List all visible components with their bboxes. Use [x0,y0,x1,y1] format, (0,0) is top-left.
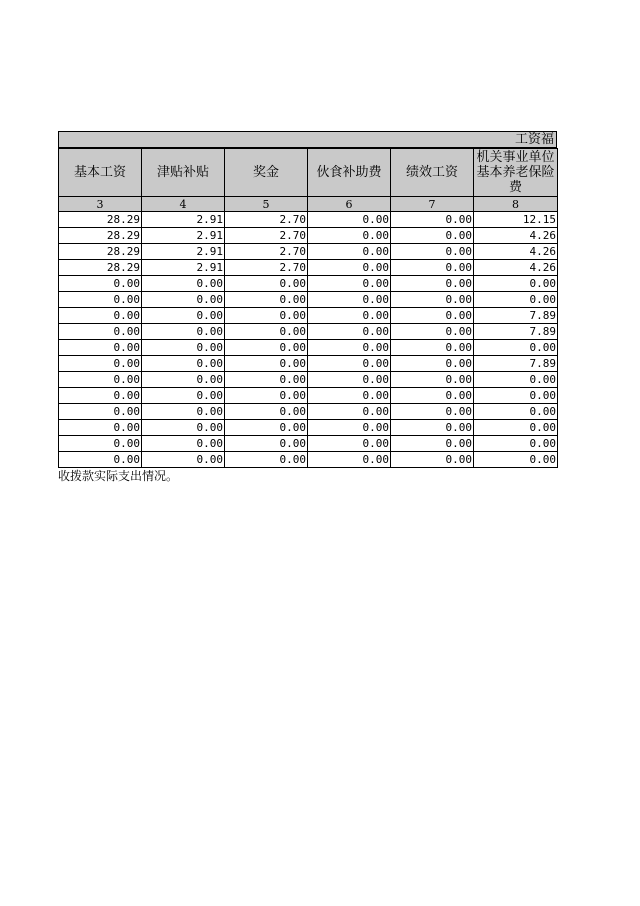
table-cell: 0.00 [308,244,391,260]
column-index: 4 [142,197,225,212]
table-row [59,436,558,452]
table-cell: 2.70 [225,228,308,244]
salary-table-section [58,131,557,468]
table-row [59,388,558,404]
table-cell: 0.00 [142,308,225,324]
column-header-allowance: 津贴补贴 [142,149,225,197]
table-cell: 4.26 [474,260,558,276]
table-cell: 2.91 [142,260,225,276]
table-cell: 0.00 [474,340,558,356]
table-cell: 0.00 [59,420,142,436]
table-cell: 0.00 [391,324,474,340]
table-cell: 0.00 [59,452,142,468]
table-cell: 0.00 [142,388,225,404]
column-header-basic-salary: 基本工资 [59,149,142,197]
table-cell: 0.00 [59,404,142,420]
table-row [59,452,558,468]
table-cell: 0.00 [474,436,558,452]
table-cell: 2.91 [142,228,225,244]
table-cell: 0.00 [142,420,225,436]
table-cell: 0.00 [308,452,391,468]
table-cell: 28.29 [59,260,142,276]
table-cell: 2.70 [225,260,308,276]
table-cell: 0.00 [391,244,474,260]
table-cell: 0.00 [142,404,225,420]
table-cell: 0.00 [474,292,558,308]
table-cell: 0.00 [59,340,142,356]
table-cell: 0.00 [142,340,225,356]
column-index: 5 [225,197,308,212]
table-cell: 0.00 [308,212,391,228]
table-cell: 0.00 [59,324,142,340]
table-cell: 0.00 [391,356,474,372]
table-cell: 0.00 [308,308,391,324]
column-index: 6 [308,197,391,212]
table-cell: 0.00 [391,260,474,276]
table-cell: 0.00 [308,276,391,292]
table-cell: 0.00 [391,308,474,324]
table-cell: 28.29 [59,228,142,244]
table-cell: 0.00 [142,452,225,468]
table-cell: 4.26 [474,244,558,260]
table-cell: 0.00 [474,420,558,436]
column-header-performance-pay: 绩效工资 [391,149,474,197]
table-cell: 0.00 [391,292,474,308]
salary-table [58,148,558,468]
table-cell: 7.89 [474,308,558,324]
table-cell: 0.00 [474,388,558,404]
table-cell: 0.00 [308,420,391,436]
column-header-pension-insurance: 机关事业单位基本养老保险费 [474,149,558,197]
table-cell: 0.00 [225,452,308,468]
table-cell: 0.00 [474,404,558,420]
table-cell: 0.00 [225,372,308,388]
table-row [59,212,558,228]
table-cell: 0.00 [391,372,474,388]
table-cell: 0.00 [308,324,391,340]
table-cell: 0.00 [225,436,308,452]
table-cell: 0.00 [142,292,225,308]
table-cell: 0.00 [474,372,558,388]
table-cell: 0.00 [308,228,391,244]
table-cell: 2.70 [225,244,308,260]
table-cell: 4.26 [474,228,558,244]
column-index: 3 [59,197,142,212]
table-cell: 28.29 [59,212,142,228]
table-cell: 0.00 [391,228,474,244]
table-cell: 0.00 [308,292,391,308]
table-row [59,276,558,292]
table-cell: 0.00 [225,388,308,404]
table-cell: 0.00 [142,372,225,388]
table-cell: 0.00 [391,420,474,436]
table-cell: 0.00 [59,308,142,324]
section-banner: 工资福 [58,131,557,148]
table-cell: 0.00 [391,404,474,420]
table-cell: 0.00 [308,388,391,404]
table-row [59,308,558,324]
table-cell: 0.00 [225,324,308,340]
table-cell: 0.00 [225,420,308,436]
table-cell: 0.00 [59,276,142,292]
table-cell: 7.89 [474,356,558,372]
table-cell: 2.70 [225,212,308,228]
table-cell: 0.00 [474,276,558,292]
table-cell: 0.00 [308,340,391,356]
table-cell: 0.00 [391,340,474,356]
table-cell: 0.00 [59,388,142,404]
table-body [59,212,558,468]
table-cell: 0.00 [391,212,474,228]
table-cell: 0.00 [225,340,308,356]
table-cell: 12.15 [474,212,558,228]
table-row [59,372,558,388]
table-cell: 0.00 [225,276,308,292]
table-row [59,244,558,260]
index-row [59,197,558,212]
table-cell: 0.00 [59,292,142,308]
table-cell: 7.89 [474,324,558,340]
table-cell: 0.00 [59,356,142,372]
table-row [59,420,558,436]
table-cell: 0.00 [59,436,142,452]
column-index: 7 [391,197,474,212]
column-header-bonus: 奖金 [225,149,308,197]
table-cell: 0.00 [142,276,225,292]
column-header-meal-subsidy: 伙食补助费 [308,149,391,197]
table-row [59,324,558,340]
table-cell: 0.00 [142,436,225,452]
table-cell: 0.00 [308,356,391,372]
table-cell: 0.00 [225,308,308,324]
table-cell: 0.00 [391,436,474,452]
table-cell: 0.00 [225,292,308,308]
column-index: 8 [474,197,558,212]
table-cell: 0.00 [225,356,308,372]
table-row [59,228,558,244]
table-row [59,340,558,356]
table-cell: 0.00 [391,276,474,292]
table-cell: 0.00 [142,356,225,372]
header-row [59,149,558,197]
table-row [59,260,558,276]
table-row [59,356,558,372]
table-cell: 0.00 [142,324,225,340]
table-row [59,292,558,308]
table-cell: 2.91 [142,212,225,228]
table-cell: 0.00 [474,452,558,468]
table-cell: 0.00 [391,452,474,468]
table-cell: 0.00 [308,372,391,388]
table-cell: 0.00 [59,372,142,388]
table-cell: 0.00 [308,436,391,452]
footnote: 收拨款实际支出情况。 [58,469,179,483]
table-cell: 0.00 [308,404,391,420]
table-cell: 28.29 [59,244,142,260]
table-cell: 0.00 [225,404,308,420]
table-cell: 0.00 [308,260,391,276]
table-cell: 2.91 [142,244,225,260]
table-cell: 0.00 [391,388,474,404]
table-row [59,404,558,420]
